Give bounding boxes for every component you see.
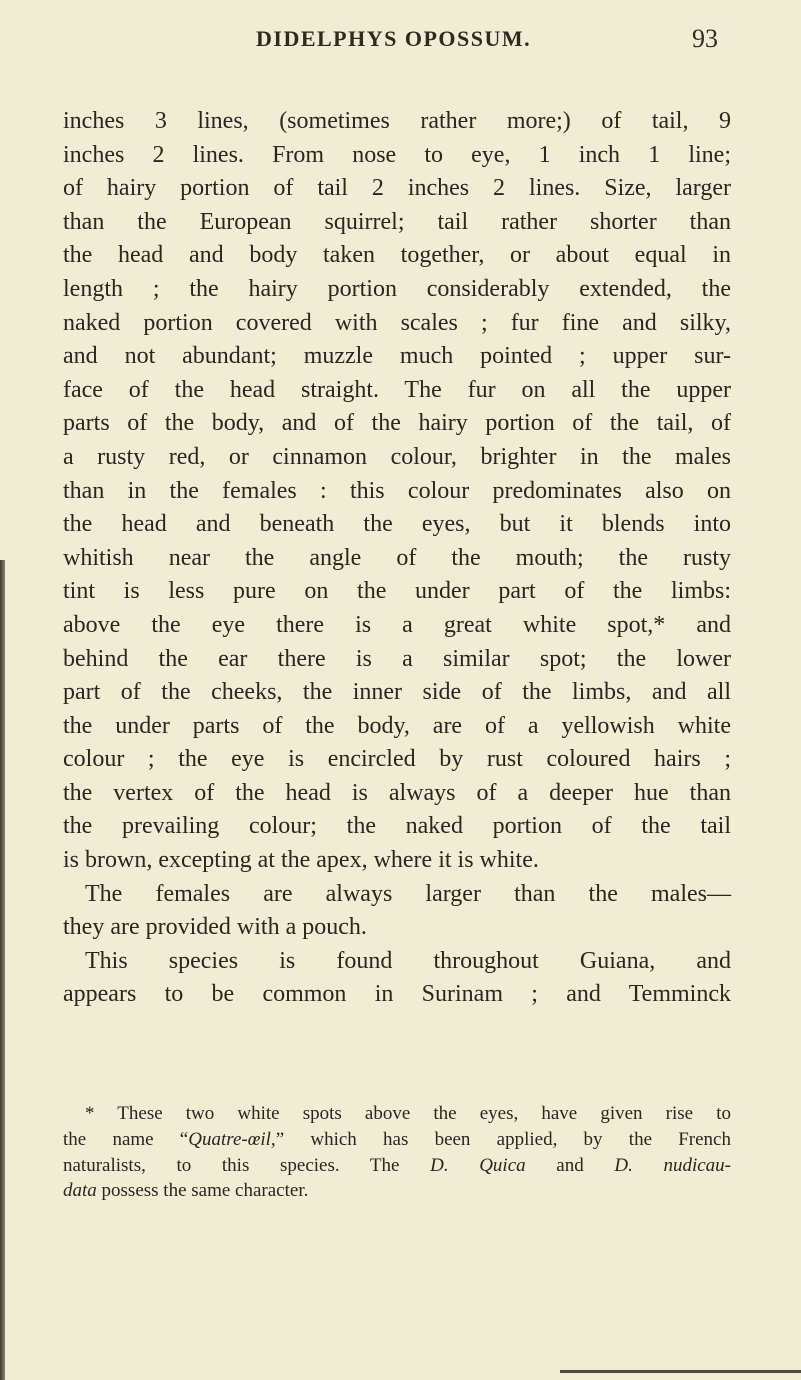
footnote-text: and [525, 1154, 615, 1176]
text-line: behind the ear there is a similar spot; the lower [63, 645, 731, 672]
page-edge-shadow [0, 560, 5, 1380]
text-line: This species is found throughout Guiana, and [85, 947, 731, 974]
text-line: naked portion covered with scales ; fur fine and silky, [63, 309, 731, 336]
text-line: The females are always larger than the males— [85, 880, 731, 907]
text-line: part of the cheeks, the inner side of the limbs, and all [63, 679, 731, 706]
footnote-italic-term: data [63, 1180, 97, 1202]
text-line: whitish near the angle of the mouth; the rusty [63, 544, 731, 571]
text-line: tint is less pure on the under part of the limbs: [63, 578, 731, 605]
footnote-text: the name “ [63, 1128, 189, 1150]
text-line: a rusty red, or cinnamon colour, brighter in the males [63, 443, 731, 470]
text-line: parts of the body, and of the hairy portion of the tail, of [63, 410, 731, 437]
text-line: inches 2 lines. From nose to eye, 1 inch 1 line; [63, 141, 731, 168]
text-line: and not abundant; muzzle much pointed ; upper sur- [63, 343, 731, 370]
footnote-line [63, 1178, 731, 1204]
footnote-italic-term: D. Quica [430, 1154, 526, 1176]
text-line: than the European squirrel; tail rather shorter than [63, 208, 731, 235]
footnote-text: naturalists, to this species. The [63, 1154, 431, 1176]
text-line: of hairy portion of tail 2 inches 2 lines. Size, larger [63, 175, 731, 202]
text-line: than in the females : this colour predominates also on [63, 477, 731, 504]
running-title: DIDELPHYS OPOSSUM. [256, 26, 532, 51]
footnote-line [63, 1127, 731, 1153]
text-line: is brown, excepting at the apex, where it is white. [63, 847, 539, 874]
footnote-italic-term: D. nudicau- [614, 1154, 732, 1176]
text-line: the vertex of the head is always of a deeper hue than [63, 779, 731, 806]
text-line: the head and body taken together, or about equal in [63, 242, 731, 269]
text-line: colour ; the eye is encircled by rust coloured hairs ; [63, 746, 731, 773]
text-line: the head and beneath the eyes, but it blends into [63, 511, 731, 538]
text-line: the prevailing colour; the naked portion of the tail [63, 813, 731, 840]
footnote-line: * These two white spots above the eyes, have given rise to [85, 1103, 731, 1124]
text-line: above the eye there is a great white spot,* and [63, 611, 731, 638]
footnote-line [63, 1153, 731, 1179]
footnote-text: possess the same character. [96, 1180, 309, 1202]
text-line: the under parts of the body, are of a yellowish white [63, 712, 731, 739]
page-number: 93 [692, 24, 718, 53]
footnote-italic-term: Quatre-œil, [188, 1128, 276, 1150]
footnote [63, 1101, 731, 1204]
page-header [0, 14, 801, 64]
text-line: appears to be common in Surinam ; and Temminck [63, 981, 731, 1008]
footnote-text: ” which has been applied, by the French [275, 1128, 731, 1150]
text-line: they are provided with a pouch. [63, 914, 367, 941]
body-text [63, 105, 731, 1012]
text-line: inches 3 lines, (sometimes rather more;) of tail, 9 [63, 108, 731, 134]
text-line: face of the head straight. The fur on all the upper [63, 376, 731, 403]
text-line: length ; the hairy portion considerably extended, the [63, 275, 731, 302]
page-bottom-rule [560, 1370, 801, 1373]
